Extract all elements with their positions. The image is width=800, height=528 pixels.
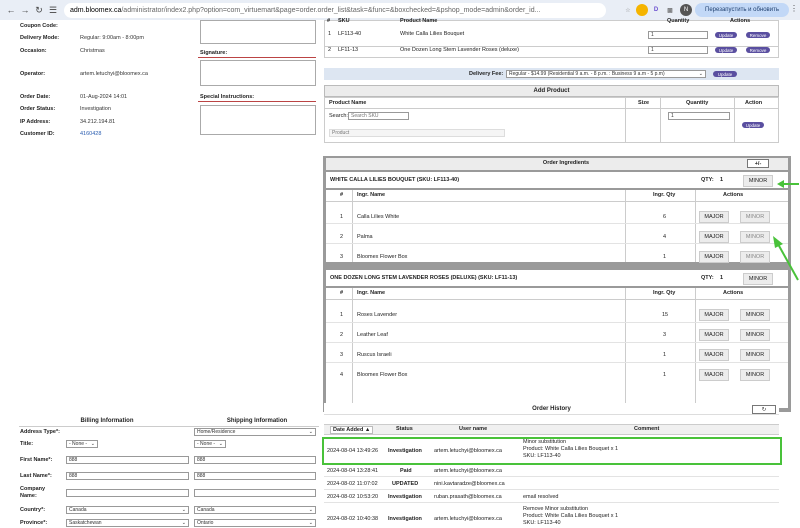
item-row-1-sku: LF113-40	[338, 31, 362, 37]
ingr1-col-num: #	[340, 192, 344, 198]
ingr2-col-name: Ingr. Name	[357, 290, 386, 296]
shipping-country-value: Canada	[197, 507, 215, 513]
history-col-status: Status	[396, 426, 413, 432]
item-row-2-update-button[interactable]: Update	[715, 47, 737, 53]
item-row-1-qty-input[interactable]: 1	[648, 31, 708, 39]
chevron-down-icon: ⌄	[698, 71, 703, 77]
ingr1-row-2-minor-button[interactable]: MINOR	[740, 231, 770, 243]
ingr2-row-3-qty: 1	[663, 352, 667, 358]
items-col-sku: SKU	[338, 18, 350, 24]
ingredient-group-2-title: ONE DOZEN LONG STEM LAVENDER ROSES (DELUXE) (SKU: LF11-13)	[330, 275, 518, 281]
chevron-down-icon: ⌄	[90, 441, 95, 447]
ingr1-col-name: Ingr. Name	[357, 192, 386, 198]
items-col-name: Product Name	[400, 18, 438, 24]
item-row-2-name: One Dozen Long Stem Lavender Roses (deluxe)	[400, 47, 519, 53]
occasion-label: Occasion:	[20, 48, 47, 54]
history-row-5-status: Investigation	[388, 516, 422, 522]
ingredient-group-1-qty: 1	[720, 177, 724, 183]
item-row-1-name: White Calla Lilies Bouquet	[400, 31, 465, 37]
history-row-4-date: 2024-08-02 10:53:20	[327, 494, 379, 500]
chevron-down-icon: ⌄	[181, 507, 186, 513]
chevron-down-icon: ⌄	[308, 520, 313, 526]
item-row-1-remove-button[interactable]: Remove	[746, 32, 770, 38]
special-instructions-label: Special Instructions:	[200, 94, 255, 100]
order-status-label: Order Status:	[20, 106, 56, 112]
ingr2-row-2-minor-button[interactable]: MINOR	[740, 329, 770, 341]
country-label: Country*:	[20, 507, 46, 513]
ip-value: 34.212.194.81	[80, 119, 116, 125]
ingr2-row-2-name: Leather Leaf	[357, 332, 388, 338]
address-bar[interactable]	[64, 3, 606, 18]
delivery-fee-update-button[interactable]: Update	[713, 71, 737, 77]
add-product-col-qty: Quantity	[686, 100, 709, 106]
profile-avatar[interactable]: N	[680, 4, 692, 16]
ingr1-row-3-name: Bloomex Flower Box	[357, 254, 408, 260]
history-row-4-user: ruban.prasath@bloomex.ca	[434, 494, 502, 500]
shipping-first-name-input[interactable]: 888	[194, 456, 316, 464]
back-icon[interactable]: ←	[6, 5, 16, 15]
ingr2-row-4-major-button[interactable]: MAJOR	[699, 369, 729, 381]
history-row-1-user: artem.letuchyi@bloomex.ca	[434, 448, 502, 454]
chevron-down-icon: ⌄	[308, 507, 313, 513]
ingr2-row-1-name: Roses Lavender	[357, 312, 398, 318]
history-row-3-status: UPDATED	[392, 481, 419, 487]
shipping-title: Shipping Information	[195, 416, 319, 427]
menu-icon[interactable]: ⋮	[790, 4, 798, 13]
ingr2-row-1-minor-button[interactable]: MINOR	[740, 309, 770, 321]
reload-icon[interactable]: ↻	[35, 4, 43, 15]
ingr2-row-2-major-button[interactable]: MAJOR	[699, 329, 729, 341]
shipping-province-value: Ontario	[197, 520, 214, 526]
ingr1-row-1-name: Calla Lilies White	[357, 214, 400, 220]
ingr1-row-2-name: Palma	[357, 234, 373, 240]
ingredient-group-1-minor-button[interactable]: MINOR	[743, 175, 773, 187]
items-col-qty: Quantity	[667, 18, 690, 24]
ingr1-row-3-minor-button[interactable]: MINOR	[740, 251, 770, 263]
ingr2-row-2-qty: 3	[663, 332, 667, 338]
item-row-1-update-button[interactable]: Update	[715, 32, 737, 38]
billing-first-name-input[interactable]: 888	[66, 456, 189, 464]
ingr1-row-1-num: 1	[340, 214, 344, 220]
history-row-5-comment-2: Product: White Calla Lilies Bouquet x 1	[523, 513, 619, 519]
ingredients-toggle-button[interactable]: +/-	[747, 159, 769, 168]
history-row-3-date: 2024-08-02 11:07:02	[327, 481, 378, 487]
special-instructions-textarea[interactable]	[200, 105, 316, 135]
ingr2-row-1-num: 1	[340, 312, 344, 318]
items-col-actions: Actions	[730, 18, 751, 24]
item-row-2-sku: LF11-13	[338, 47, 359, 53]
ingr2-row-1-major-button[interactable]: MAJOR	[699, 309, 729, 321]
search-sku-input[interactable]	[348, 112, 409, 120]
ingr1-row-3-major-button[interactable]: MAJOR	[699, 251, 729, 263]
shipping-country-select[interactable]	[194, 506, 316, 514]
history-col-date[interactable]: Date Added ▲	[330, 426, 373, 434]
annotation-arrow-icon	[775, 172, 800, 192]
add-product-col-name: Product Name	[329, 100, 367, 106]
ingr1-row-1-qty: 6	[663, 214, 667, 220]
add-product-update-button[interactable]: Update	[742, 122, 764, 128]
site-info-icon[interactable]: ☰	[48, 4, 58, 15]
ingr2-row-3-name: Ruscus Israeli	[357, 352, 392, 358]
history-col-comment: Comment	[634, 426, 660, 432]
ingr1-row-3-qty: 1	[663, 254, 667, 260]
billing-title-value: - None -	[69, 441, 88, 447]
ingr2-row-2-num: 2	[340, 332, 344, 338]
chevron-down-icon: ⌄	[181, 520, 186, 526]
billing-company-input[interactable]	[66, 489, 189, 497]
billing-country-value: Canada	[69, 507, 87, 513]
forward-icon[interactable]: →	[20, 5, 30, 15]
delivery-fee-value: Regular - $14.99 (Residential 9 a.m. - 8 p.m. : Business 9 a.m - 5 p.m)	[509, 71, 665, 77]
ingr1-row-1-major-button[interactable]: MAJOR	[699, 211, 729, 223]
operator-value: artem.letuchyi@bloomex.ca	[80, 71, 148, 77]
signature-label: Signature:	[200, 50, 228, 56]
address-type-label: Address Type*:	[20, 429, 60, 435]
ingredient-group-2-qty: 1	[720, 275, 724, 281]
address-type-select[interactable]	[194, 428, 316, 436]
relaunch-button[interactable]: Перезапустить и обновить	[695, 3, 789, 17]
ingr2-row-3-num: 3	[340, 352, 344, 358]
billing-title-select[interactable]	[66, 440, 98, 448]
history-row-5-user: artem.letuchyi@bloomex.ca	[434, 516, 502, 522]
url-domain: adm.bloomex.ca	[70, 7, 122, 14]
ingr1-row-3-num: 3	[340, 254, 344, 260]
ingr1-col-qty: Ingr. Qty	[653, 192, 676, 198]
order-date-value: 01-Aug-2024 14:01	[80, 94, 128, 100]
ingr2-row-4-name: Bloomex Flower Box	[357, 372, 408, 378]
add-product-qty-input[interactable]: 1	[668, 112, 730, 120]
coupon-label: Coupon Code:	[20, 23, 58, 29]
item-row-2-qty-input[interactable]: 1	[648, 46, 708, 54]
item-row-2-remove-button[interactable]: Remove	[746, 47, 770, 53]
billing-province-value: Saskatchewan	[69, 520, 102, 526]
history-row-1-comment-1: Minor substitution	[523, 439, 567, 445]
company-label: Company Name:	[20, 486, 46, 499]
ingredient-group-2-qty-label: QTY:	[701, 275, 714, 281]
ingr2-row-4-num: 4	[340, 372, 344, 378]
url-path: /administrator/index2.php?option=com_virtuemart&page=order.order_list&task=&func=&boxchecked=&pshop_mode=admin&order_id...	[121, 7, 541, 14]
occasion-value: Christmas	[80, 48, 105, 54]
items-col-num: #	[327, 18, 331, 24]
history-row-3-user: nini.kavtaradze@bloomex.ca	[434, 481, 505, 487]
extension-d-icon[interactable]: D	[653, 7, 659, 13]
ingr2-row-4-minor-button[interactable]: MINOR	[740, 369, 770, 381]
customer-id-label: Customer ID:	[20, 131, 55, 137]
puzzle-icon[interactable]: ▩	[667, 7, 673, 14]
billing-province-select[interactable]	[66, 519, 189, 527]
last-name-label: Last Name*:	[20, 473, 52, 479]
billing-last-name-input[interactable]: 888	[66, 472, 189, 480]
history-row-4-comment-1: email resolved	[523, 494, 559, 500]
ingr2-row-3-minor-button[interactable]: MINOR	[740, 349, 770, 361]
refresh-icon[interactable]: ↻	[752, 405, 776, 414]
history-row-1-comment-3: SKU: LF113-40	[523, 453, 561, 459]
ingredient-group-2-minor-button[interactable]: MINOR	[743, 273, 773, 285]
order-date-label: Order Date:	[20, 94, 51, 100]
delivery-fee-label: Delivery Fee:	[469, 71, 504, 77]
delivery-mode-label: Delivery Mode:	[20, 35, 60, 41]
item-row-1-num: 1	[328, 31, 332, 37]
shipping-company-input[interactable]	[194, 489, 316, 497]
history-row-2-user: artem.letuchyi@bloomex.ca	[434, 468, 502, 474]
item-row-2-num: 2	[328, 47, 332, 53]
ingr2-col-qty: Ingr. Qty	[653, 290, 676, 296]
ingr2-row-3-major-button[interactable]: MAJOR	[699, 349, 729, 361]
ingr2-col-num: #	[340, 290, 344, 296]
order-status-value: Investigation	[80, 106, 111, 112]
history-row-2-status: Paid	[400, 468, 412, 474]
product-input[interactable]	[329, 129, 505, 137]
delivery-mode-value: Regular: 9:00am - 8:00pm	[80, 35, 144, 41]
ingredient-group-1-qty-label: QTY:	[701, 177, 714, 183]
add-product-col-action: Action	[745, 100, 763, 106]
items-table	[324, 20, 779, 58]
operator-label: Operator:	[20, 71, 46, 77]
page-content	[0, 20, 800, 528]
shipping-last-name-input[interactable]: 888	[194, 472, 316, 480]
shipping-title-value: - None -	[197, 441, 216, 447]
history-row-1-date: 2024-08-04 13:49:26	[327, 448, 379, 454]
ingredient-group-1-title: WHITE CALLA LILIES BOUQUET (SKU: LF113-40)	[330, 177, 460, 183]
ingr1-row-2-num: 2	[340, 234, 344, 240]
address-type-value: Home/Residence	[197, 429, 236, 435]
chevron-down-icon: ⌄	[218, 441, 223, 447]
ingr2-col-actions: Actions	[723, 290, 744, 296]
ingr1-row-2-qty: 4	[663, 234, 667, 240]
ingr1-col-actions: Actions	[723, 192, 744, 198]
search-label: Search:	[329, 113, 348, 119]
delivery-fee-select[interactable]	[506, 70, 706, 78]
add-product-title: Add Product	[324, 85, 779, 97]
history-col-user: User name	[459, 426, 488, 432]
title-label: Title:	[20, 441, 34, 447]
ingredient-group-2-table	[326, 288, 788, 408]
star-icon[interactable]: ☆	[625, 7, 631, 14]
ingr2-row-1-qty: 15	[662, 312, 669, 318]
ingr1-row-1-minor-button[interactable]: MINOR	[740, 211, 770, 223]
history-row-5-comment-1: Remove Minor substitution	[523, 506, 589, 512]
ingredients-title: Order Ingredients	[542, 160, 590, 166]
annotation-arrow-icon-2	[770, 218, 800, 283]
history-header-row	[324, 424, 779, 435]
history-row-5-date: 2024-08-02 10:40:38	[327, 516, 379, 522]
history-row-1-status: Investigation	[388, 448, 422, 454]
ingr1-row-2-major-button[interactable]: MAJOR	[699, 231, 729, 243]
history-row-4-status: Investigation	[388, 494, 422, 500]
province-label: Province*:	[20, 520, 48, 526]
customer-id-link[interactable]: 4160428	[80, 131, 102, 137]
chevron-down-icon: ⌄	[308, 429, 313, 435]
add-product-col-size: Size	[638, 100, 650, 106]
billing-title: Billing Information	[19, 416, 195, 427]
history-row-2-date: 2024-08-04 13:28:41	[327, 468, 379, 474]
coupon-textarea[interactable]	[200, 20, 316, 44]
signature-textarea[interactable]	[200, 60, 316, 86]
history-row-5-comment-3: SKU: LF113-40	[523, 520, 561, 526]
billing-country-select[interactable]	[66, 506, 189, 514]
extension-icon[interactable]	[636, 4, 648, 16]
shipping-province-select[interactable]	[194, 519, 316, 527]
ingr2-row-4-qty: 1	[663, 372, 667, 378]
ip-label: IP Address:	[20, 119, 51, 125]
history-row-1-comment-2: Product: White Calla Lilies Bouquet x 1	[523, 446, 619, 452]
first-name-label: First Name*:	[20, 457, 53, 463]
shipping-title-select[interactable]	[194, 440, 226, 448]
order-history-title: Order History	[324, 403, 779, 415]
